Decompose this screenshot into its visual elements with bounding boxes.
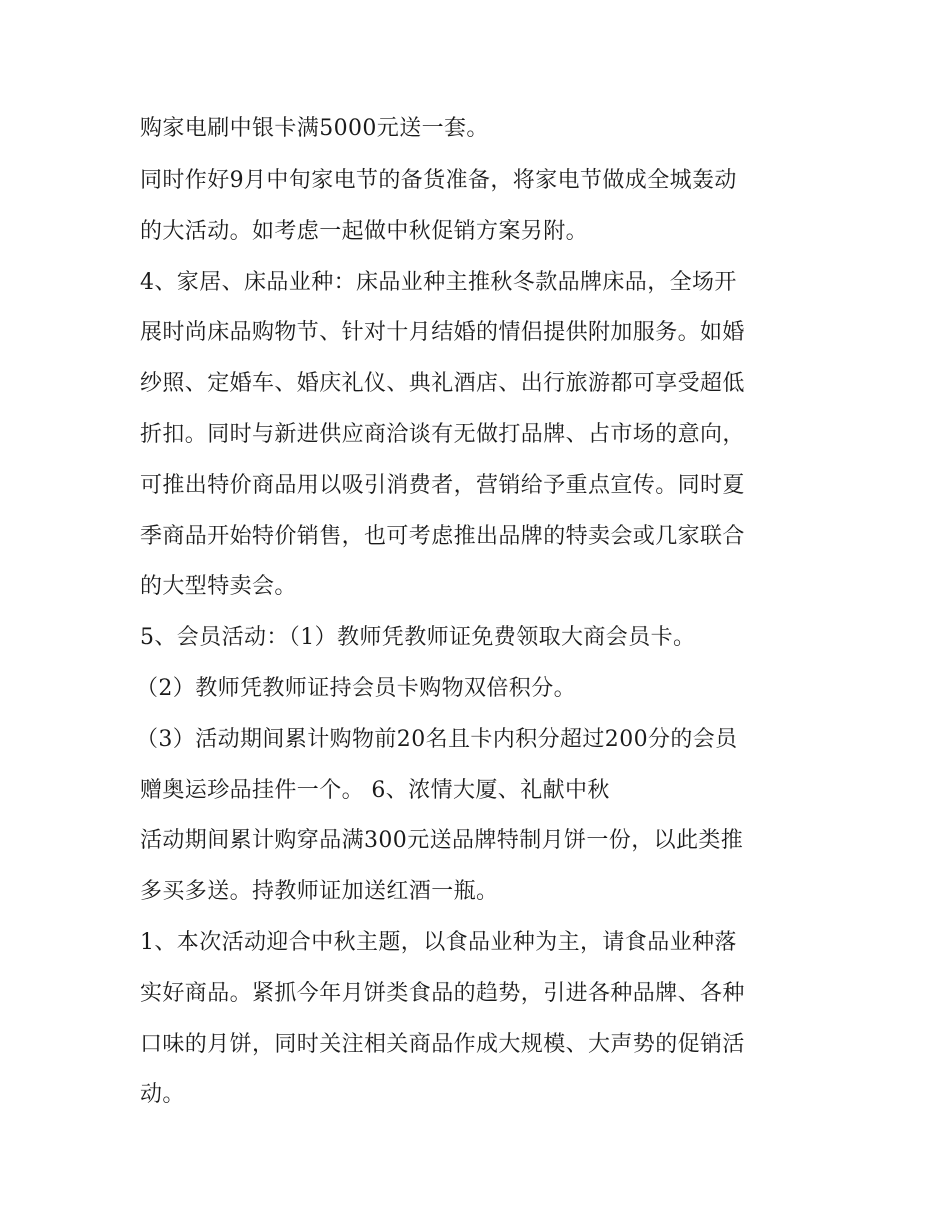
text-line: 可推出特价商品用以吸引消费者，营销给予重点宣传。同时夏	[140, 473, 745, 498]
text-line: 展时尚床品购物节、针对十月结婚的情侣提供附加服务。如婚	[140, 320, 745, 345]
text-line: 季商品开始特价销售，也可考虑推出品牌的特卖会或几家联合	[140, 524, 745, 549]
text-line: 的大型特卖会。	[140, 574, 297, 599]
text-line: 动。	[140, 1082, 185, 1107]
text-line: 4、家居、床品业种：床品业种主推秋冬款品牌床品，全场开	[140, 270, 737, 295]
text-line: 的大活动。如考虑一起做中秋促销方案另附。	[140, 219, 589, 244]
text-line: 口味的月饼，同时关注相关商品作成大规模、大声势的促销活	[140, 1032, 745, 1057]
text-line: 折扣。同时与新进供应商洽谈有无做打品牌、占市场的意向，	[140, 422, 745, 447]
text-line: 赠奥运珍品挂件一个。 6、浓情大厦、礼献中秋	[140, 778, 610, 803]
text-line: （2）教师凭教师证持会员卡购物双倍积分。	[136, 676, 576, 701]
text-line: 多买多送。持教师证加送红酒一瓶。	[140, 879, 499, 904]
text-line: 5、会员活动：（1）教师凭教师证免费领取大商会员卡。	[140, 625, 696, 650]
text-line: 实好商品。紧抓今年月饼类食品的趋势，引进各种品牌、各种	[140, 981, 745, 1006]
text-line: 同时作好9月中旬家电节的备货准备，将家电节做成全城轰动	[140, 168, 737, 193]
text-line: 纱照、定婚车、婚庆礼仪、典礼酒店、出行旅游都可享受超低	[140, 371, 745, 396]
text-line: 1、本次活动迎合中秋主题，以食品业种为主，请食品业种落	[140, 930, 737, 955]
text-line: （3）活动期间累计购物前20名且卡内积分超过200分的会员	[136, 727, 738, 752]
text-line: 购家电刷中银卡满5000元送一套。	[140, 116, 489, 141]
text-line: 活动期间累计购穿品满300元送品牌特制月饼一份，以此类推	[140, 828, 744, 853]
